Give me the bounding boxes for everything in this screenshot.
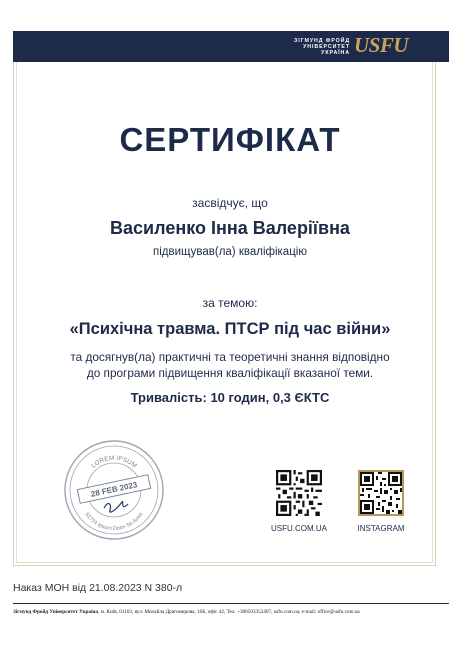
footer-org: Зігмунд Фройд Університет Україна bbox=[13, 609, 99, 615]
brand-line-1: ЗІГМУНД ФРОЙД bbox=[294, 38, 350, 44]
usfu-logo: USFU bbox=[354, 33, 409, 57]
instagram-caption: INSTAGRAM bbox=[357, 524, 405, 533]
seal-stamp bbox=[62, 438, 166, 542]
svg-text:81724 Ipsum Dolor Sit Amet bbox=[84, 511, 145, 532]
stamp-top-text: LOREM IPSUM bbox=[90, 454, 138, 470]
stamp-ring-text: 81724 Ipsum Dolor Sit Amet bbox=[83, 511, 145, 533]
svg-text:LOREM IPSUM bbox=[90, 455, 138, 470]
improved-text: підвищував(ла) кваліфікацію bbox=[153, 246, 307, 258]
footer-contacts: , м. Київ, 01103, вул. Михайла Драгомирова, 16Б, офіс 42, Тел. +380503352407, usfu.com.ua, e-mail: office@usfu.com.ua bbox=[98, 609, 360, 615]
description-line-1: та досягнув(ла) практичні та теоретичні знання відповідно bbox=[70, 350, 390, 364]
brand-line-2: УНІВЕРСИТЕТ bbox=[303, 44, 350, 51]
instagram-qr-code[interactable] bbox=[358, 470, 404, 516]
certificate-title: СЕРТИФІКАТ bbox=[119, 121, 341, 158]
footer-address bbox=[13, 609, 449, 615]
footer-divider bbox=[13, 603, 449, 604]
ministry-order: Наказ МОН від 21.08.2023 N 380-л bbox=[13, 582, 183, 594]
website-qr-code[interactable] bbox=[276, 470, 322, 516]
brand-text bbox=[268, 38, 350, 57]
stamp-date: 28 FEB 2023 bbox=[90, 480, 139, 499]
brand-line-3: УКРАЇНА bbox=[321, 50, 350, 57]
signature-mark bbox=[104, 502, 128, 513]
topic-label: за темою: bbox=[202, 296, 258, 310]
duration-text: Тривалість: 10 годин, 0,3 ЄКТС bbox=[130, 390, 330, 405]
recipient-name: Василенко Інна Валеріївна bbox=[110, 218, 350, 238]
description-line-2: до програми підвищення кваліфікації вказаної теми. bbox=[86, 366, 374, 380]
website-caption: USFU.COM.UA bbox=[271, 524, 327, 533]
course-topic: «Психічна травма. ПТСР під час війни» bbox=[69, 320, 391, 338]
certifies-text: засвідчує, що bbox=[192, 196, 268, 210]
